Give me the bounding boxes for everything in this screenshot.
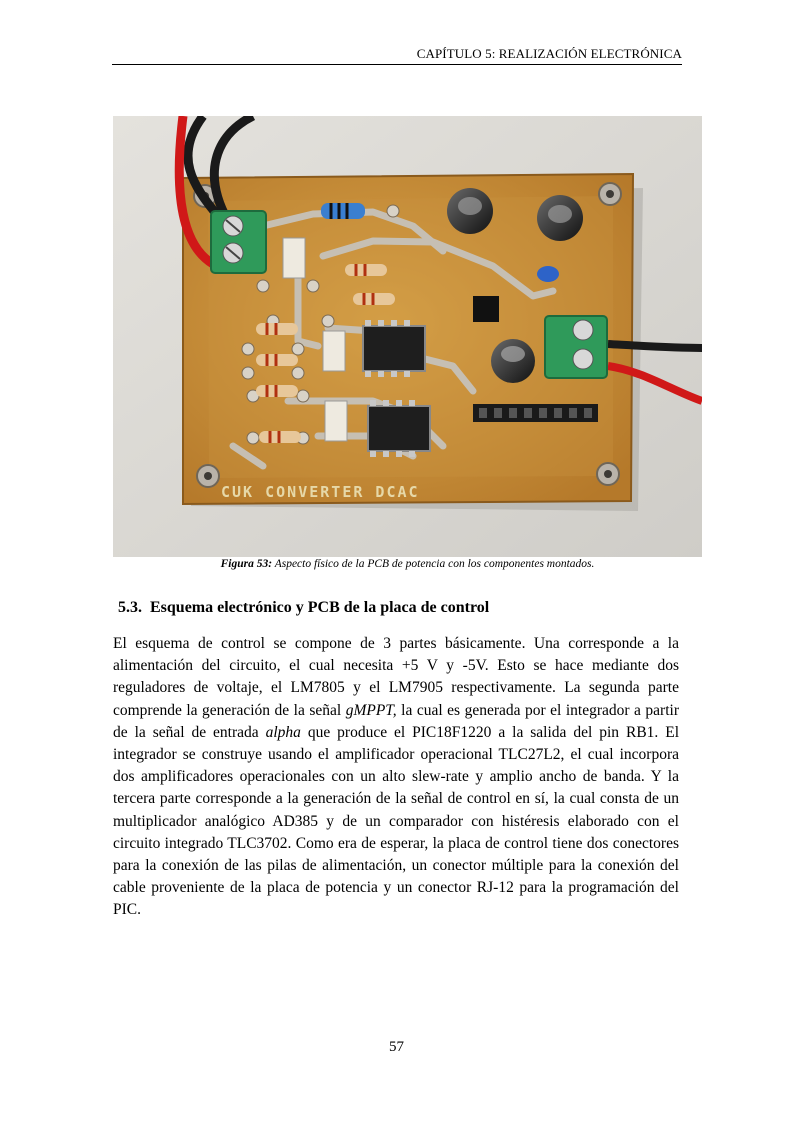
paragraph-part-1: El esquema de control se compone de 3 partes básicamente. Una corresponde a la alimentación del circuito, el cual necesita +5 V y -5V. Esto se hace mediante dos reguladores de voltaje, el LM7805 y el LM7905 respectivamente. La segunda parte comprende la generación de la señal (113, 635, 679, 719)
paragraph-term-gmppt: gMPPT, (345, 701, 397, 719)
section-heading (118, 599, 489, 617)
figure-caption-label: Figura 53: (220, 558, 273, 570)
figure-caption-text: Aspecto físico de la PCB de potencia con los componentes montados. (272, 558, 595, 570)
board-label: CUK CONVERTER DCAC (221, 483, 420, 501)
pcb-photo (113, 116, 702, 557)
section-number: 5.3. (118, 599, 142, 616)
running-header: CAPÍTULO 5: REALIZACIÓN ELECTRÓNICA (416, 46, 682, 61)
header-rule (112, 64, 682, 65)
paragraph-part-3: que produce el PIC18F1220 a la salida del pin RB1. El integrador se construye usando el amplificador operacional TLC27L2, el cual incorpora dos amplificadores operacionales con un alto slew-rate y amplio ancho de banda. Y la tercera parte corresponde a la generación de la señal de control en sí, la cual consta de un multiplicador analógico AD385 y de un comparador con histéresis elaborado con el circuito integrado TLC3702. Como era de esperar, la placa de control tiene dos conectores para la conexión de las pilas de alimentación, un conector múltiple para la conexión del cable proveniente de la placa de potencia y un conector RJ-12 para la programación del PIC. (113, 723, 679, 919)
page-number: 57 (389, 1039, 404, 1055)
paragraph-term-alpha: alpha (265, 723, 301, 741)
figure-caption (113, 558, 702, 570)
paragraph-part-2: la cual es generada por el integrador a partir de la señal de entrada (113, 701, 679, 741)
section-title: Esquema electrónico y PCB de la placa de control (150, 599, 490, 616)
body-paragraph (113, 633, 679, 922)
